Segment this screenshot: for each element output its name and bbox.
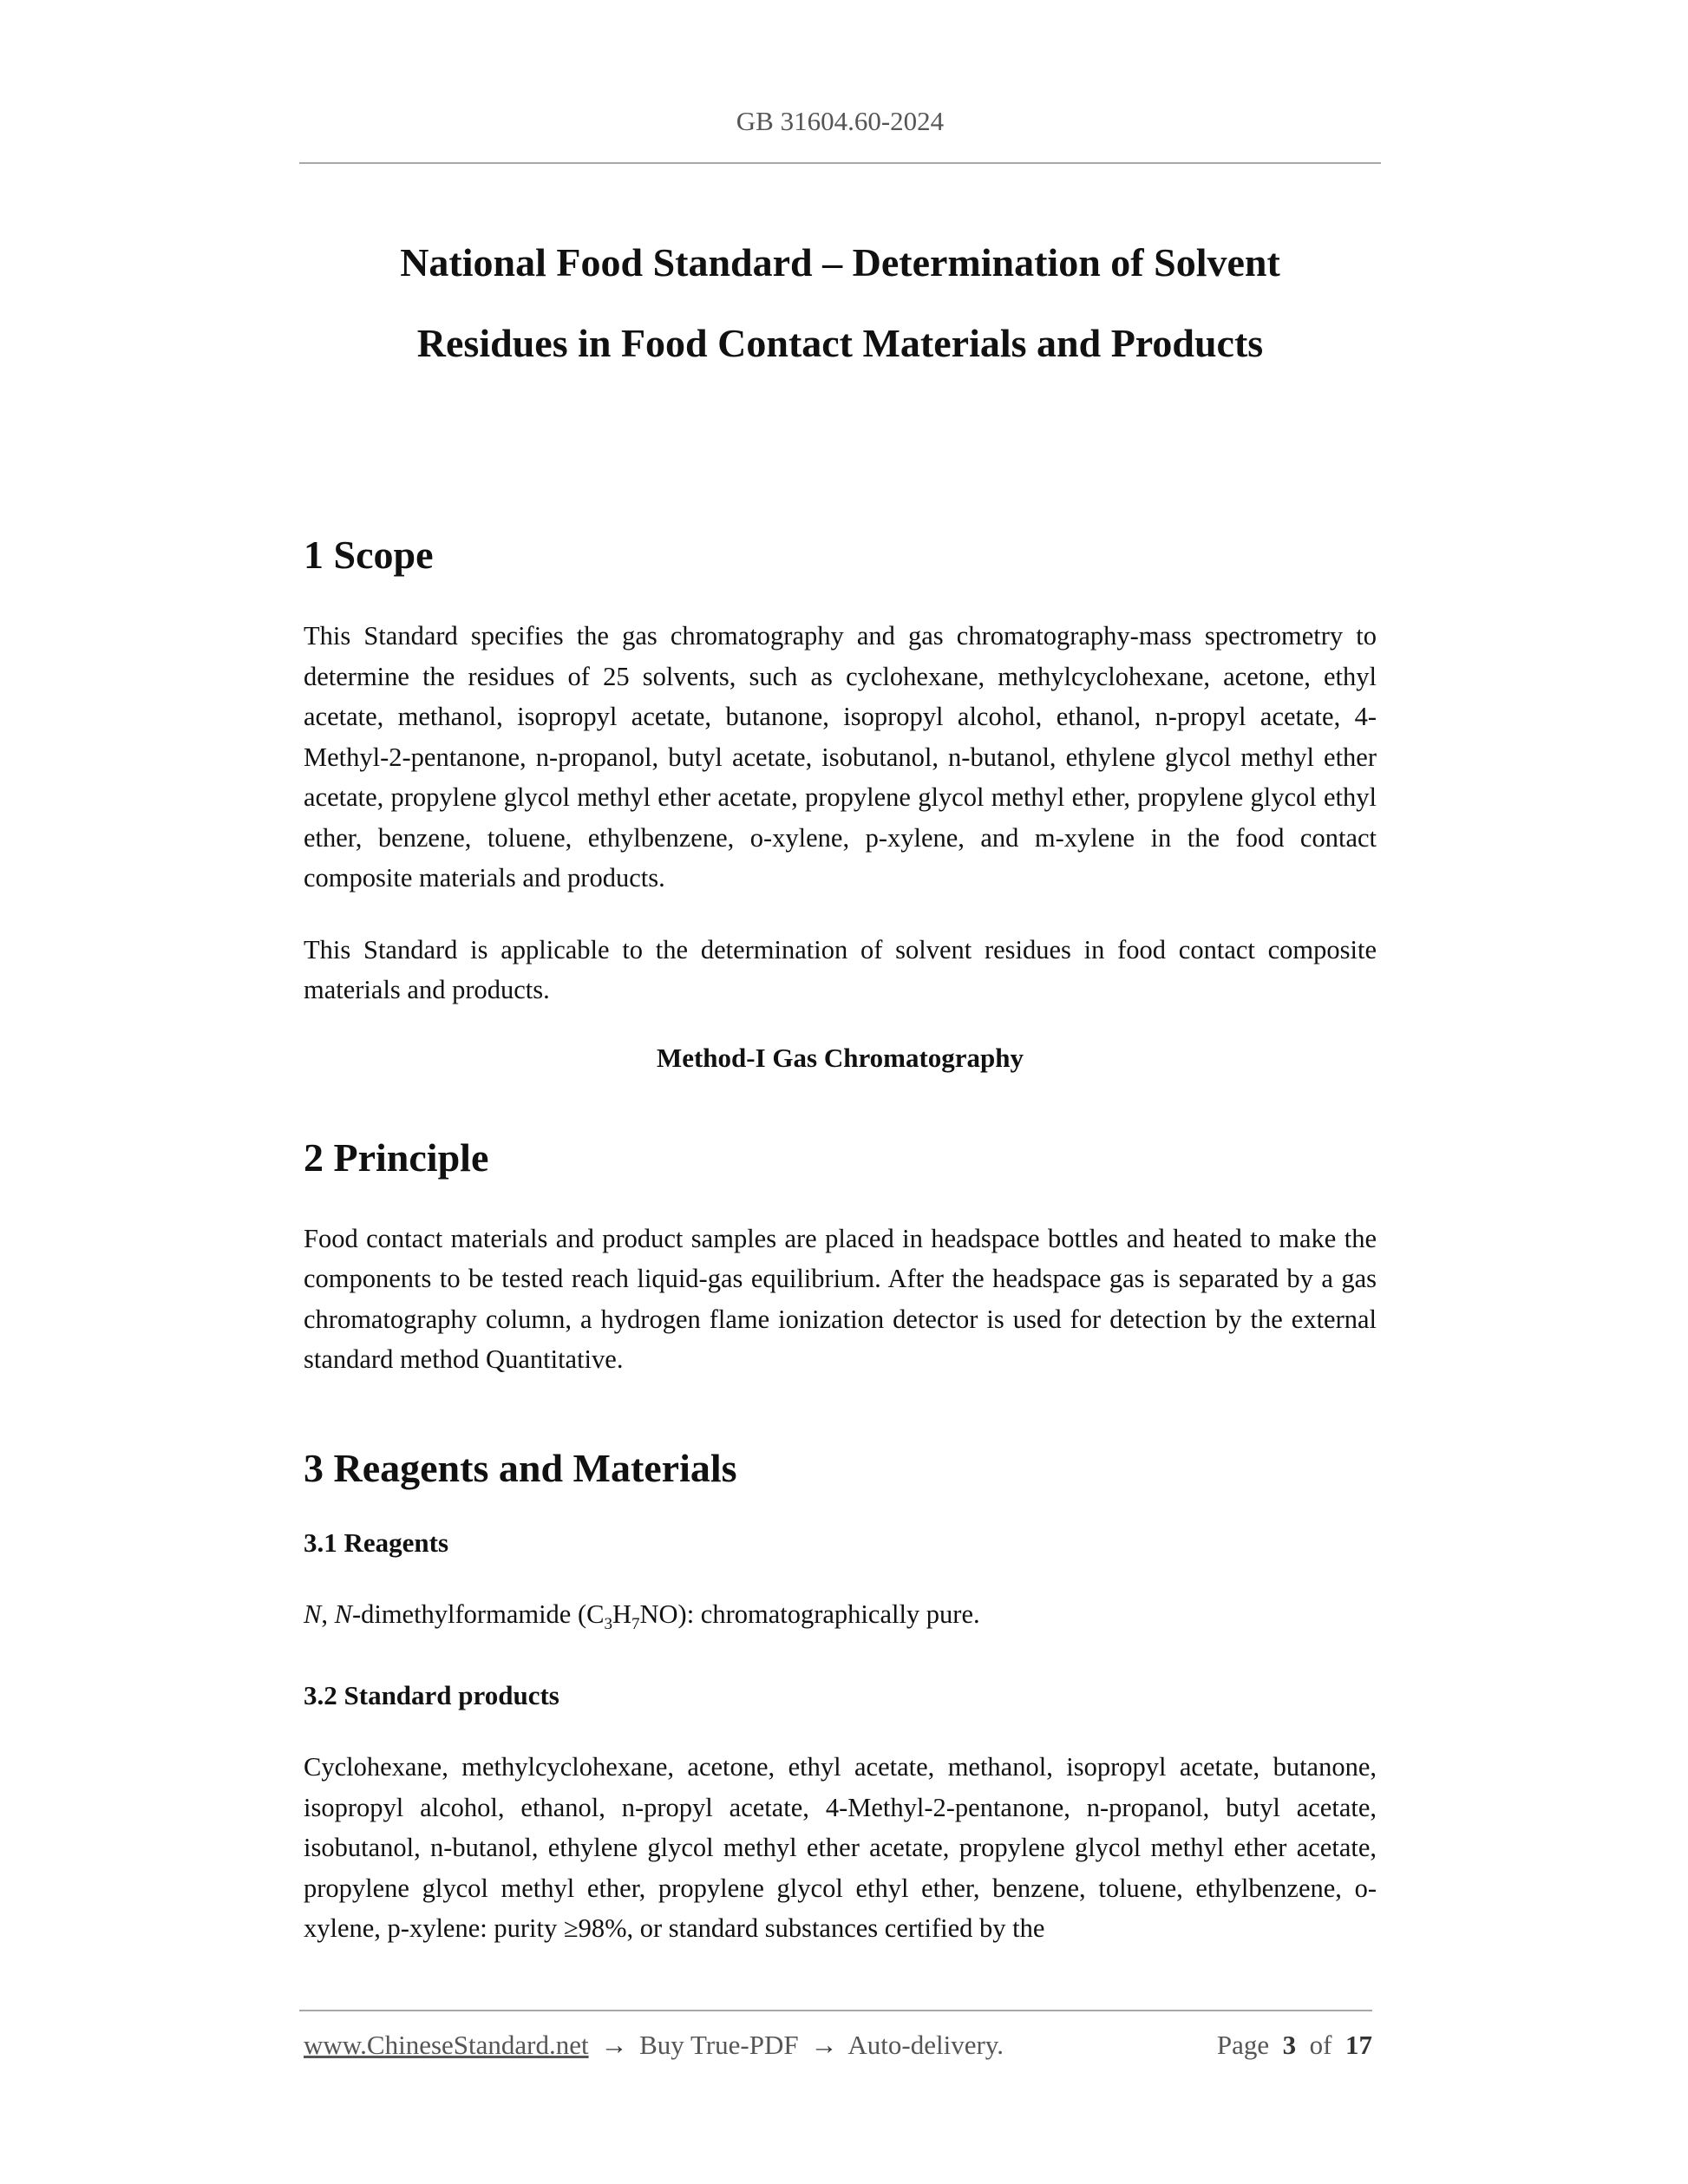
footer-website-link[interactable]: www.ChineseStandard.net (304, 2030, 589, 2060)
italic-n-2: N (334, 1599, 352, 1629)
footer-buy-text: Buy True-PDF (639, 2030, 799, 2060)
header-divider (299, 162, 1381, 164)
scope-paragraph-1: This Standard specifies the gas chromatography and gas chromatography-mass spectrometry to determine the residues of 25 solvents, such as cyclohexane, methylcyclohexane, acetone, ethyl acetate, methanol, isopropyl acetate, butanone, isopropyl alcohol, ethanol, n-propyl acetate, 4-Methyl-2-pentanone, n-propanol, butyl acetate, isobutanol, n-butanol, ethylene glycol methyl ether acetate, propylene glycol methyl ether acetate, propylene glycol methyl ether, propylene glycol ethyl ether, benzene, toluene, ethylbenzene, o-xylene, p-xylene, and m-xylene in the food contact composite materials and products. (304, 621, 1377, 893)
reagent-tail: NO): chromatographically pure. (639, 1599, 980, 1629)
page-header-standard-number: GB 31604.60-2024 (736, 106, 945, 136)
page-of: of (1309, 2030, 1332, 2060)
reagent-name: -dimethylformamide (C (351, 1599, 605, 1629)
document-title-line-2: Residues in Food Contact Materials and Products (416, 321, 1264, 365)
method-title: Method-I Gas Chromatography (656, 1042, 1024, 1073)
page-footer (304, 2030, 1372, 2061)
section-heading-scope: 1 Scope (304, 533, 434, 577)
page-number (1217, 2030, 1372, 2061)
page-label: Page (1216, 2030, 1270, 2060)
subscript-h: 7 (631, 1614, 640, 1633)
scope-paragraph-2: This Standard is applicable to the determination of solvent residues in food contact composite materials and products. (304, 934, 1377, 1004)
section-heading-reagents: 3 Reagents and Materials (304, 1445, 737, 1490)
arrow-right-icon: → (600, 2030, 628, 2060)
reagent-dmf (304, 1594, 1377, 1645)
formula-h: H (612, 1599, 631, 1629)
italic-n: N (304, 1599, 322, 1629)
footer-divider (299, 2010, 1372, 2011)
page-current: 3 (1282, 2030, 1297, 2060)
standard-products-paragraph: Cyclohexane, methylcyclohexane, acetone, ethyl acetate, methanol, isopropyl acetate, butanone, isopropyl alcohol, ethanol, n-propyl acetate, 4-Methyl-2-pentanone, n-propanol, butyl acetate, isobutanol, n-butanol, ethylene glycol methyl ether acetate, propylene glycol methyl ether acetate, propylene glycol methyl ether, propylene glycol ethyl ether, benzene, toluene, ethylbenzene, o-xylene, p-xylene: purity ≥98%, or standard substances certified by the (304, 1752, 1377, 1944)
section-heading-principle: 2 Principle (304, 1135, 489, 1180)
footer-delivery-text: Auto-delivery. (847, 2030, 1004, 2060)
subsection-heading-standard-products: 3.2 Standard products (304, 1680, 559, 1711)
arrow-right-icon: → (810, 2030, 838, 2060)
document-title-line-1: National Food Standard – Determination of Solvent (400, 240, 1280, 284)
document-body (304, 520, 1377, 1949)
principle-paragraph: Food contact materials and product samples are placed in headspace bottles and heated to make the components to be tested reach liquid-gas equilibrium. After the headspace gas is separated by a gas chromatography column, a hydrogen flame ionization detector is used for detection by the external standard method Quantitative. (304, 1223, 1377, 1374)
page-total: 17 (1345, 2030, 1372, 2060)
reagent-separator: , (321, 1599, 335, 1629)
footer-left (304, 2030, 1004, 2061)
subscript-c: 3 (604, 1614, 612, 1633)
subsection-heading-reagents: 3.1 Reagents (304, 1527, 449, 1558)
document-title (299, 222, 1381, 383)
